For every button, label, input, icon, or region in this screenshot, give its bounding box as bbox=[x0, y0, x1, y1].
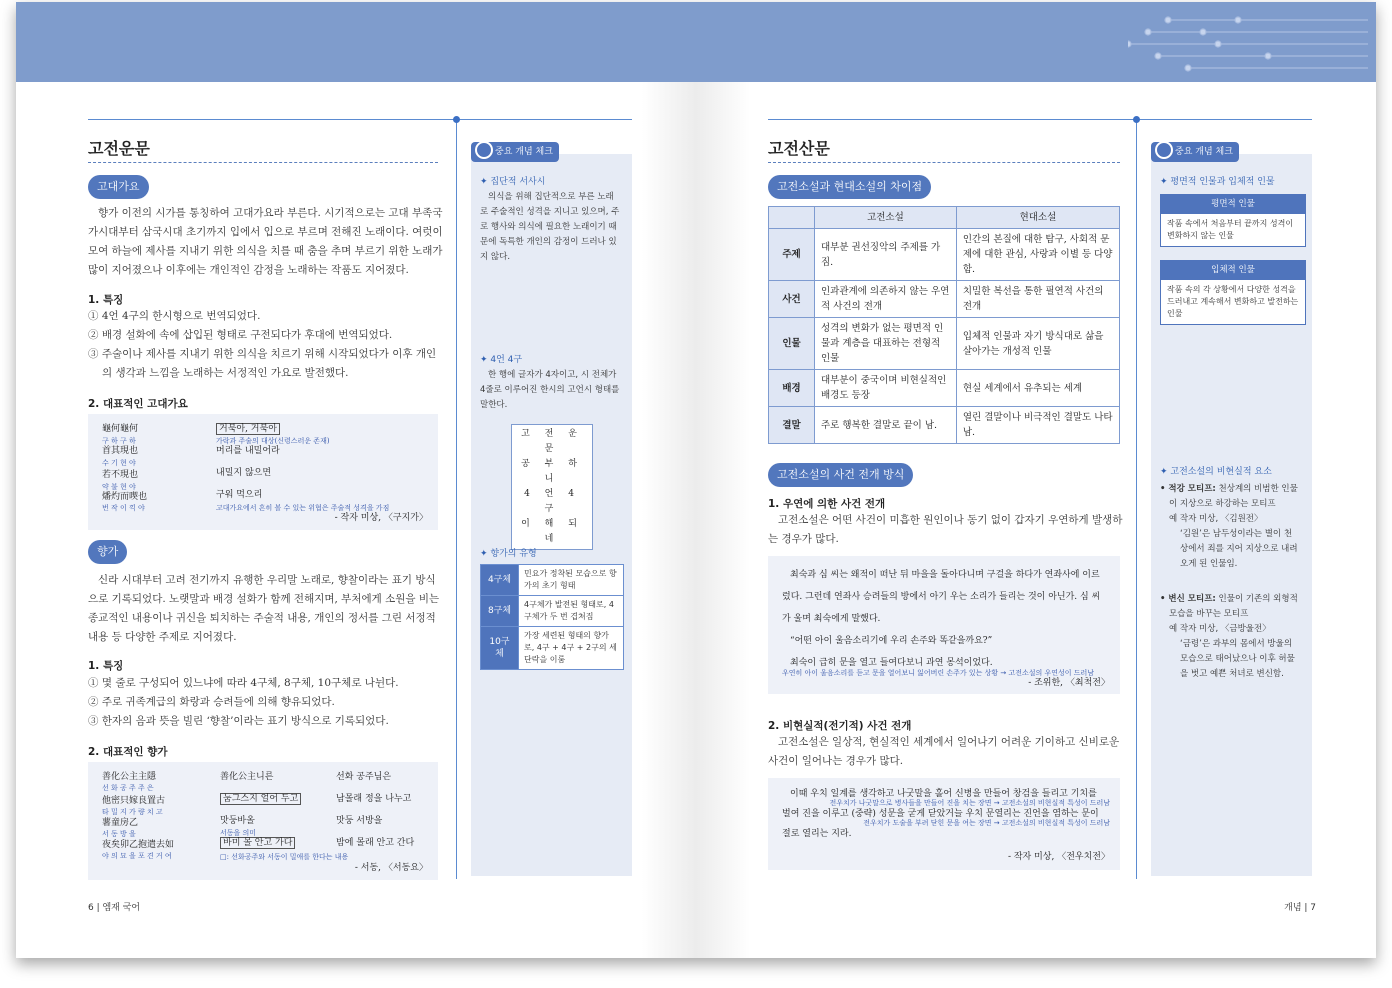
motif-line: ‘금령’은 과부의 몸에서 방울의 bbox=[1180, 639, 1293, 649]
concept-sidebar bbox=[1151, 147, 1312, 876]
table-cell: 인간의 본질에 대한 탐구, 사회적 문제에 대한 관심, 사랑과 이별 등 다양함. bbox=[956, 229, 1119, 281]
flat-character-card bbox=[1160, 194, 1306, 247]
grid-row: 공 부 하 니 bbox=[521, 459, 583, 484]
gujiga-box bbox=[88, 414, 438, 530]
ancient-songs-features bbox=[88, 307, 448, 383]
top-rule bbox=[768, 119, 1312, 120]
subsection-heading: 2. 비현실적(전기적) 사건 전개 bbox=[768, 720, 912, 732]
title-divider bbox=[88, 162, 438, 163]
excerpt-line: 이때 우치 일계를 생각하고 나굿말을 홀어 신병을 만들어 창검을 들리고 기치를 bbox=[790, 789, 1097, 799]
poem-korean: 머리를 내밀어라 bbox=[216, 446, 280, 456]
circuit-decoration-icon bbox=[1128, 2, 1368, 82]
poem-reading: 약 불 현 야 bbox=[102, 483, 136, 491]
poem-translation: 맛둥 서방을 bbox=[336, 816, 383, 826]
table-cell: 인과관계에 의존하지 않는 우연적 사건의 전개 bbox=[815, 281, 957, 318]
poem-hanja: 夜矣卯乙抱遣去如 bbox=[102, 840, 175, 850]
sidebar-heading-text: 고전소설의 비현실적 요소 bbox=[1170, 467, 1272, 477]
table-cell: 대부분 권선징악의 주제를 가짐. bbox=[815, 229, 957, 281]
feature-item: ② 주로 귀족계급의 화랑과 승려들에 의해 향유되었다. bbox=[88, 696, 335, 708]
card-title: 입체적 인물 bbox=[1160, 260, 1306, 280]
poem-korean: 善化公主니른 bbox=[220, 772, 274, 782]
poem-reading: 번 작 이 끽 야 bbox=[102, 504, 145, 512]
row-label: 주제 bbox=[769, 229, 815, 281]
column-rule bbox=[1136, 119, 1137, 879]
motif-line: 이 지상으로 하강하는 모티프 bbox=[1169, 499, 1276, 509]
subsection-heading: 1. 우연에 의한 사건 전개 bbox=[768, 498, 886, 510]
para-line: 고전소설은 일상적, 현실적인 세계에서 일어나기 어려운 기이하고 신비로운 bbox=[778, 736, 1120, 748]
poem-reading: 선 화 공 주 주 은 bbox=[102, 784, 154, 792]
hyangga-intro bbox=[88, 571, 448, 647]
excerpt-line: 최숙이 급히 문을 열고 들여다보니 과연 몽석이었다. bbox=[790, 658, 993, 668]
choecheok-excerpt-box bbox=[768, 556, 1120, 694]
sidebar-heading: ✦ 고전소설의 비현실적 요소 bbox=[1160, 467, 1272, 477]
jeonuchi-excerpt-box bbox=[768, 778, 1120, 870]
poem-note: 서동을 의미 bbox=[220, 829, 257, 837]
poem-reading: 야 의 묘 을 포 견 거 여 bbox=[102, 852, 172, 860]
poem-korean: 내밀지 않으면 bbox=[216, 468, 272, 478]
card-title: 평면적 인물 bbox=[1160, 194, 1306, 214]
concept-check-badge bbox=[1151, 142, 1239, 162]
poem-legend: □: 선화공주와 서동이 밀애를 한다는 내용 bbox=[220, 853, 349, 861]
title-divider bbox=[768, 162, 1120, 163]
rule-dot bbox=[453, 116, 460, 123]
book-spread bbox=[16, 2, 1376, 958]
table-cell: 현실 세계에서 유추되는 세계 bbox=[956, 370, 1119, 407]
table-cell: 치밀한 복선을 통한 필연적 사건의 전개 bbox=[956, 281, 1119, 318]
motif-item bbox=[1160, 482, 1308, 572]
hyangga-types-table bbox=[480, 564, 624, 670]
poem-korean: 구워 먹으리 bbox=[216, 490, 263, 500]
check-icon bbox=[475, 141, 493, 159]
poem-note: 가락과 주술의 대상(신령스러운 존재) bbox=[216, 437, 330, 445]
check-icon bbox=[1155, 141, 1173, 159]
intro-line: 가시대부터 삼국시대 초기까지 입에서 입으로 부르며 전해진 노래이다. 여럿이 bbox=[88, 226, 443, 238]
features-heading: 1. 특징 bbox=[88, 660, 124, 672]
table-row bbox=[769, 370, 1120, 407]
row-label: 결말 bbox=[769, 407, 815, 444]
sidebar-heading-text: 향가의 유형 bbox=[490, 549, 537, 559]
novel-comparison-table bbox=[768, 206, 1120, 444]
header-banner bbox=[16, 2, 1376, 82]
table-row bbox=[481, 627, 624, 670]
rule-dot bbox=[1133, 116, 1140, 123]
poem-reading: 서 동 방 을 bbox=[102, 830, 136, 838]
four-char-grid bbox=[511, 424, 593, 550]
excerpt-source: - 조위한, 〈최척전〉 bbox=[1028, 678, 1110, 688]
excerpt-note: 전우치가 도술을 부려 닫힌 문을 여는 장면 → 고전소설의 비현실적 특성이 드러남 bbox=[863, 819, 1110, 827]
sidebar-heading-text: 평면적 인물과 입체적 인물 bbox=[1170, 177, 1275, 187]
table-cell: 주로 행복한 결말로 끝이 남. bbox=[815, 407, 957, 444]
seodongyo-box bbox=[88, 762, 438, 880]
sidebar-text bbox=[480, 368, 626, 413]
grid-row: 4 언 4 구 bbox=[524, 489, 580, 514]
excerpt-source: - 작자 미상, 〈전우치전〉 bbox=[1007, 852, 1110, 862]
unreal-intro bbox=[768, 733, 1128, 771]
poem-korean: 맛둥바올 bbox=[220, 816, 255, 826]
poem-hanja: 若不現也 bbox=[102, 470, 139, 480]
chance-intro bbox=[768, 511, 1128, 549]
excerpt-text bbox=[782, 784, 1112, 844]
poem-hanja: 他密只嫁良置古 bbox=[102, 796, 166, 806]
sidebar-line: 로 행사와 의식에 필요한 노래이기 때 bbox=[480, 222, 617, 232]
table-cell: 성격의 변화가 없는 평면적 인물과 계층을 대표하는 전형적 인물 bbox=[815, 318, 957, 370]
poem-translation: 남몰래 정을 나누고 bbox=[336, 794, 412, 804]
hyangga-features bbox=[88, 674, 448, 731]
feature-item: ③ 주술이나 제사를 지내기 위한 의식을 치르기 위해 시작되었다가 이후 개인 bbox=[88, 348, 437, 360]
excerpt-note: 우연히 아이 울음소리를 듣고 문을 열어보니 잃어버린 손주가 있는 상황 → 고전소설의 우연성이 드러남 bbox=[782, 669, 1095, 677]
motif-line: 상에서 죄를 지어 지상으로 내려 bbox=[1180, 544, 1298, 554]
motif-line: 천상계의 비범한 인물 bbox=[1218, 484, 1298, 494]
sidebar-line: 로 주술적인 성격을 지니고 있으며, 주 bbox=[480, 207, 620, 217]
poem-hanja: 善化公主主隱 bbox=[102, 772, 157, 782]
row-label: 배경 bbox=[769, 370, 815, 407]
section-label-differences: 고전소설과 현대소설의 차이점 bbox=[768, 175, 931, 199]
page-footer: 개념 | 7 bbox=[1284, 903, 1316, 913]
badge-label: 중요 개념 체크 bbox=[495, 147, 553, 157]
motif-lead: • 변신 모티프: bbox=[1160, 594, 1216, 604]
table-row bbox=[769, 407, 1120, 444]
poem-korean: 거북아, 거북아 bbox=[216, 423, 280, 435]
feature-item: 의 생각과 느낌을 노래하는 서정적인 가요로 발전했다. bbox=[102, 367, 349, 379]
sidebar-heading: ✦ 집단적 서사시 bbox=[480, 177, 546, 187]
sidebar-line: 의식을 위해 집단적으로 부른 노래 bbox=[488, 192, 614, 202]
column-header: 고전소설 bbox=[815, 207, 957, 229]
page-footer: 6 | 엠재 국어 bbox=[88, 903, 141, 913]
motif-lead: • 적강 모티프: bbox=[1160, 484, 1216, 494]
intro-line: 내용 등 다양한 주제로 지어졌다. bbox=[88, 631, 237, 643]
concept-sidebar bbox=[471, 147, 632, 876]
intro-line: 많이 지어졌으나 이후에는 개인적인 감정을 노래하는 작품도 지어졌다. bbox=[88, 264, 409, 276]
feature-item: ③ 한자의 음과 뜻을 빌린 ‘향찰’이라는 표기 방식으로 기록되었다. bbox=[88, 715, 389, 727]
motif-item bbox=[1160, 592, 1308, 682]
sidebar-heading-text: 집단적 서사시 bbox=[490, 177, 546, 187]
type-name: 4구체 bbox=[481, 565, 519, 596]
grid-row: 고 전 운 문 bbox=[521, 429, 583, 454]
motif-line: 모습을 바꾸는 모티프 bbox=[1169, 609, 1249, 619]
sidebar-line: 말한다. bbox=[480, 400, 508, 410]
sidebar-heading: ✦ 향가의 유형 bbox=[480, 549, 537, 559]
left-page bbox=[16, 82, 696, 958]
poem-korean: 바미 몰 안고 가다 bbox=[220, 837, 295, 849]
motif-line: 모습으로 태어났으나 이후 허물 bbox=[1180, 654, 1295, 664]
section-label-ancient-songs: 고대가요 bbox=[88, 175, 149, 199]
representative-heading: 2. 대표적인 향가 bbox=[88, 746, 168, 758]
concept-check-badge bbox=[471, 142, 559, 162]
type-desc: 4구체가 발전된 형태로, 4구체가 두 번 겹쳐짐 bbox=[519, 596, 624, 627]
round-character-card bbox=[1160, 260, 1306, 325]
table-cell: 대부분이 중국이며 비현실적인 배경도 등장 bbox=[815, 370, 957, 407]
top-rule bbox=[88, 119, 632, 120]
sidebar-line: 지 않다. bbox=[480, 252, 511, 262]
section-label-plot: 고전소설의 사건 전개 방식 bbox=[768, 463, 913, 487]
excerpt-line: 최숙과 심 씨는 왜적이 떠난 뒤 마을을 돌아다니며 구걸을 하다가 연좌사에 이르 bbox=[790, 570, 1100, 580]
poem-source: - 서동, 〈서동요〉 bbox=[354, 863, 428, 873]
card-body: 작품 속의 각 상황에서 다양한 성격을 드러내고 계속해서 변화하고 발전하는 인물 bbox=[1160, 280, 1306, 325]
para-line: 는 경우가 많다. bbox=[768, 533, 839, 545]
motif-example: 예 작자 미상, 〈김원전〉 bbox=[1169, 514, 1263, 524]
right-page bbox=[696, 82, 1376, 958]
page-title: 고전산문 bbox=[768, 139, 830, 158]
table-cell: 열린 결말이나 비극적인 결말도 나타남. bbox=[956, 407, 1119, 444]
table-row bbox=[769, 318, 1120, 370]
poem-hanja: 首其現也 bbox=[102, 446, 139, 456]
type-name: 8구체 bbox=[481, 596, 519, 627]
poem-hanja: 薯童房乙 bbox=[102, 818, 139, 828]
row-label: 사건 bbox=[769, 281, 815, 318]
row-label: 인물 bbox=[769, 318, 815, 370]
table-header-row bbox=[769, 207, 1120, 229]
poem-source: - 작자 미상, 〈구지가〉 bbox=[334, 513, 428, 523]
excerpt-line: 렀다. 그런데 연좌사 승려들의 방에서 아기 우는 소리가 들리는 것이 아닌가. 심 씨 bbox=[782, 592, 1101, 602]
sidebar-line: 4줄로 이루어진 한시의 고언시 형태를 bbox=[480, 385, 620, 395]
sidebar-text bbox=[480, 190, 626, 265]
excerpt-line: 절로 열리는 지라. bbox=[782, 829, 852, 839]
motif-line: 오게 된 인물임. bbox=[1180, 559, 1238, 569]
poem-reading: 타 밀 지 가 량 치 고 bbox=[102, 808, 163, 816]
poem-korean: 눔그스지 얼어 두고 bbox=[220, 793, 301, 805]
header-blank bbox=[769, 207, 815, 229]
poem-translation: 밤에 몰래 안고 간다 bbox=[336, 838, 415, 848]
table-cell: 입체적 인물과 자기 방식대로 삶을 살아가는 개성적 인물 bbox=[956, 318, 1119, 370]
intro-line: 신라 시대부터 고려 전기까지 유행한 우리말 노래로, 향찰이라는 표기 방식 bbox=[98, 574, 436, 586]
para-line: 사건이 일어나는 경우가 많다. bbox=[768, 755, 904, 767]
poem-reading: 수 기 현 야 bbox=[102, 459, 136, 467]
poem-hanja: 龜何龜何 bbox=[102, 424, 139, 434]
sidebar-heading: ✦ 4언 4구 bbox=[480, 355, 523, 365]
badge-label: 중요 개념 체크 bbox=[1175, 147, 1233, 157]
motif-example: 예 작자 미상, 〈금방울전〉 bbox=[1169, 624, 1271, 634]
card-body: 작품 속에서 처음부터 끝까지 성격이 변화하지 않는 인물 bbox=[1160, 214, 1306, 247]
grid-row: 이 해 되 네 bbox=[521, 519, 583, 544]
excerpt-line: 벌여 진을 이루고 (중략) 성문을 굳게 닫았거늘 우치 문열리는 진언을 염하는 문이 bbox=[782, 809, 1099, 819]
section-label-hyangga: 향가 bbox=[88, 540, 127, 564]
table-row bbox=[481, 565, 624, 596]
intro-line: 모여 하늘에 제사를 지내기 위한 의식을 치를 때 춤을 추며 부르기 위한 노래가 bbox=[88, 245, 443, 257]
type-name: 10구체 bbox=[481, 627, 519, 670]
poem-translation: 선화 공주님은 bbox=[336, 772, 392, 782]
excerpt-note: 전우치가 나굿말으로 병사들을 만들어 진을 치는 장면 → 고전소설의 비현실적 특성이 드러남 bbox=[829, 799, 1110, 807]
table-row bbox=[481, 596, 624, 627]
intro-line: 으로 기록되었다. 노랫말과 배경 설화가 함께 전해지며, 부처에게 소원을 비는 bbox=[88, 593, 440, 605]
features-heading: 1. 특징 bbox=[88, 294, 124, 306]
intro-line: 향가 이전의 시가를 통칭하여 고대가요라 부른다. 시기적으로는 고대 부족국 bbox=[98, 207, 443, 219]
table-row bbox=[769, 281, 1120, 318]
column-header: 현대소설 bbox=[956, 207, 1119, 229]
motif-line: 인물이 기존의 외형적 bbox=[1218, 594, 1298, 604]
motif-line: ‘김원’은 남두성이라는 별이 천 bbox=[1180, 529, 1293, 539]
intro-line: 종교적인 내용이나 귀신을 퇴치하는 주술적 내용, 개인의 정서를 그린 서정적 bbox=[88, 612, 436, 624]
sidebar-line: 문에 독특한 개인의 감정이 드러나 있 bbox=[480, 237, 617, 247]
column-rule bbox=[456, 119, 457, 879]
feature-item: ② 배경 설화에 속에 삽입된 형태로 구전되다가 후대에 번역되었다. bbox=[88, 329, 393, 341]
feature-item: ① 몇 줄로 구성되어 있느냐에 따라 4구체, 8구체, 10구체로 나뉜다. bbox=[88, 677, 399, 689]
excerpt-line: 가 울며 최숙에게 말했다. bbox=[782, 614, 881, 624]
excerpt-text bbox=[782, 564, 1112, 674]
type-desc: 가장 세련된 형태의 향가로, 4구 + 4구 + 2구의 세 단락을 이룸 bbox=[519, 627, 624, 670]
sidebar-heading-text: 4언 4구 bbox=[490, 355, 523, 365]
excerpt-line: “어떤 아이 울음소리기에 우리 손주와 똑같을까요?” bbox=[790, 636, 993, 646]
poem-hanja: 燔灼而喫也 bbox=[102, 492, 148, 502]
poem-note: 고대가요에서 흔히 볼 수 있는 위협은 주술적 성격을 가짐 bbox=[216, 504, 390, 512]
ancient-songs-intro bbox=[88, 204, 448, 280]
type-desc: 민요가 정착된 모습으로 향가의 초기 형태 bbox=[519, 565, 624, 596]
table-row bbox=[769, 229, 1120, 281]
motif-line: 을 벗고 예쁜 처녀로 변신함. bbox=[1180, 669, 1284, 679]
feature-item: ① 4언 4구의 한시형으로 번역되었다. bbox=[88, 310, 261, 322]
sidebar-heading: ✦ 평면적 인물과 입체적 인물 bbox=[1160, 177, 1275, 187]
poem-reading: 구 하 구 하 bbox=[102, 437, 136, 445]
sidebar-line: 한 행에 글자가 4자이고, 시 전체가 bbox=[488, 370, 617, 380]
para-line: 고전소설은 어떤 사건이 미흡한 원인이나 동기 없이 갑자기 우연하게 발생하 bbox=[778, 514, 1123, 526]
representative-heading: 2. 대표적인 고대가요 bbox=[88, 398, 188, 410]
page-title: 고전운문 bbox=[88, 139, 150, 158]
